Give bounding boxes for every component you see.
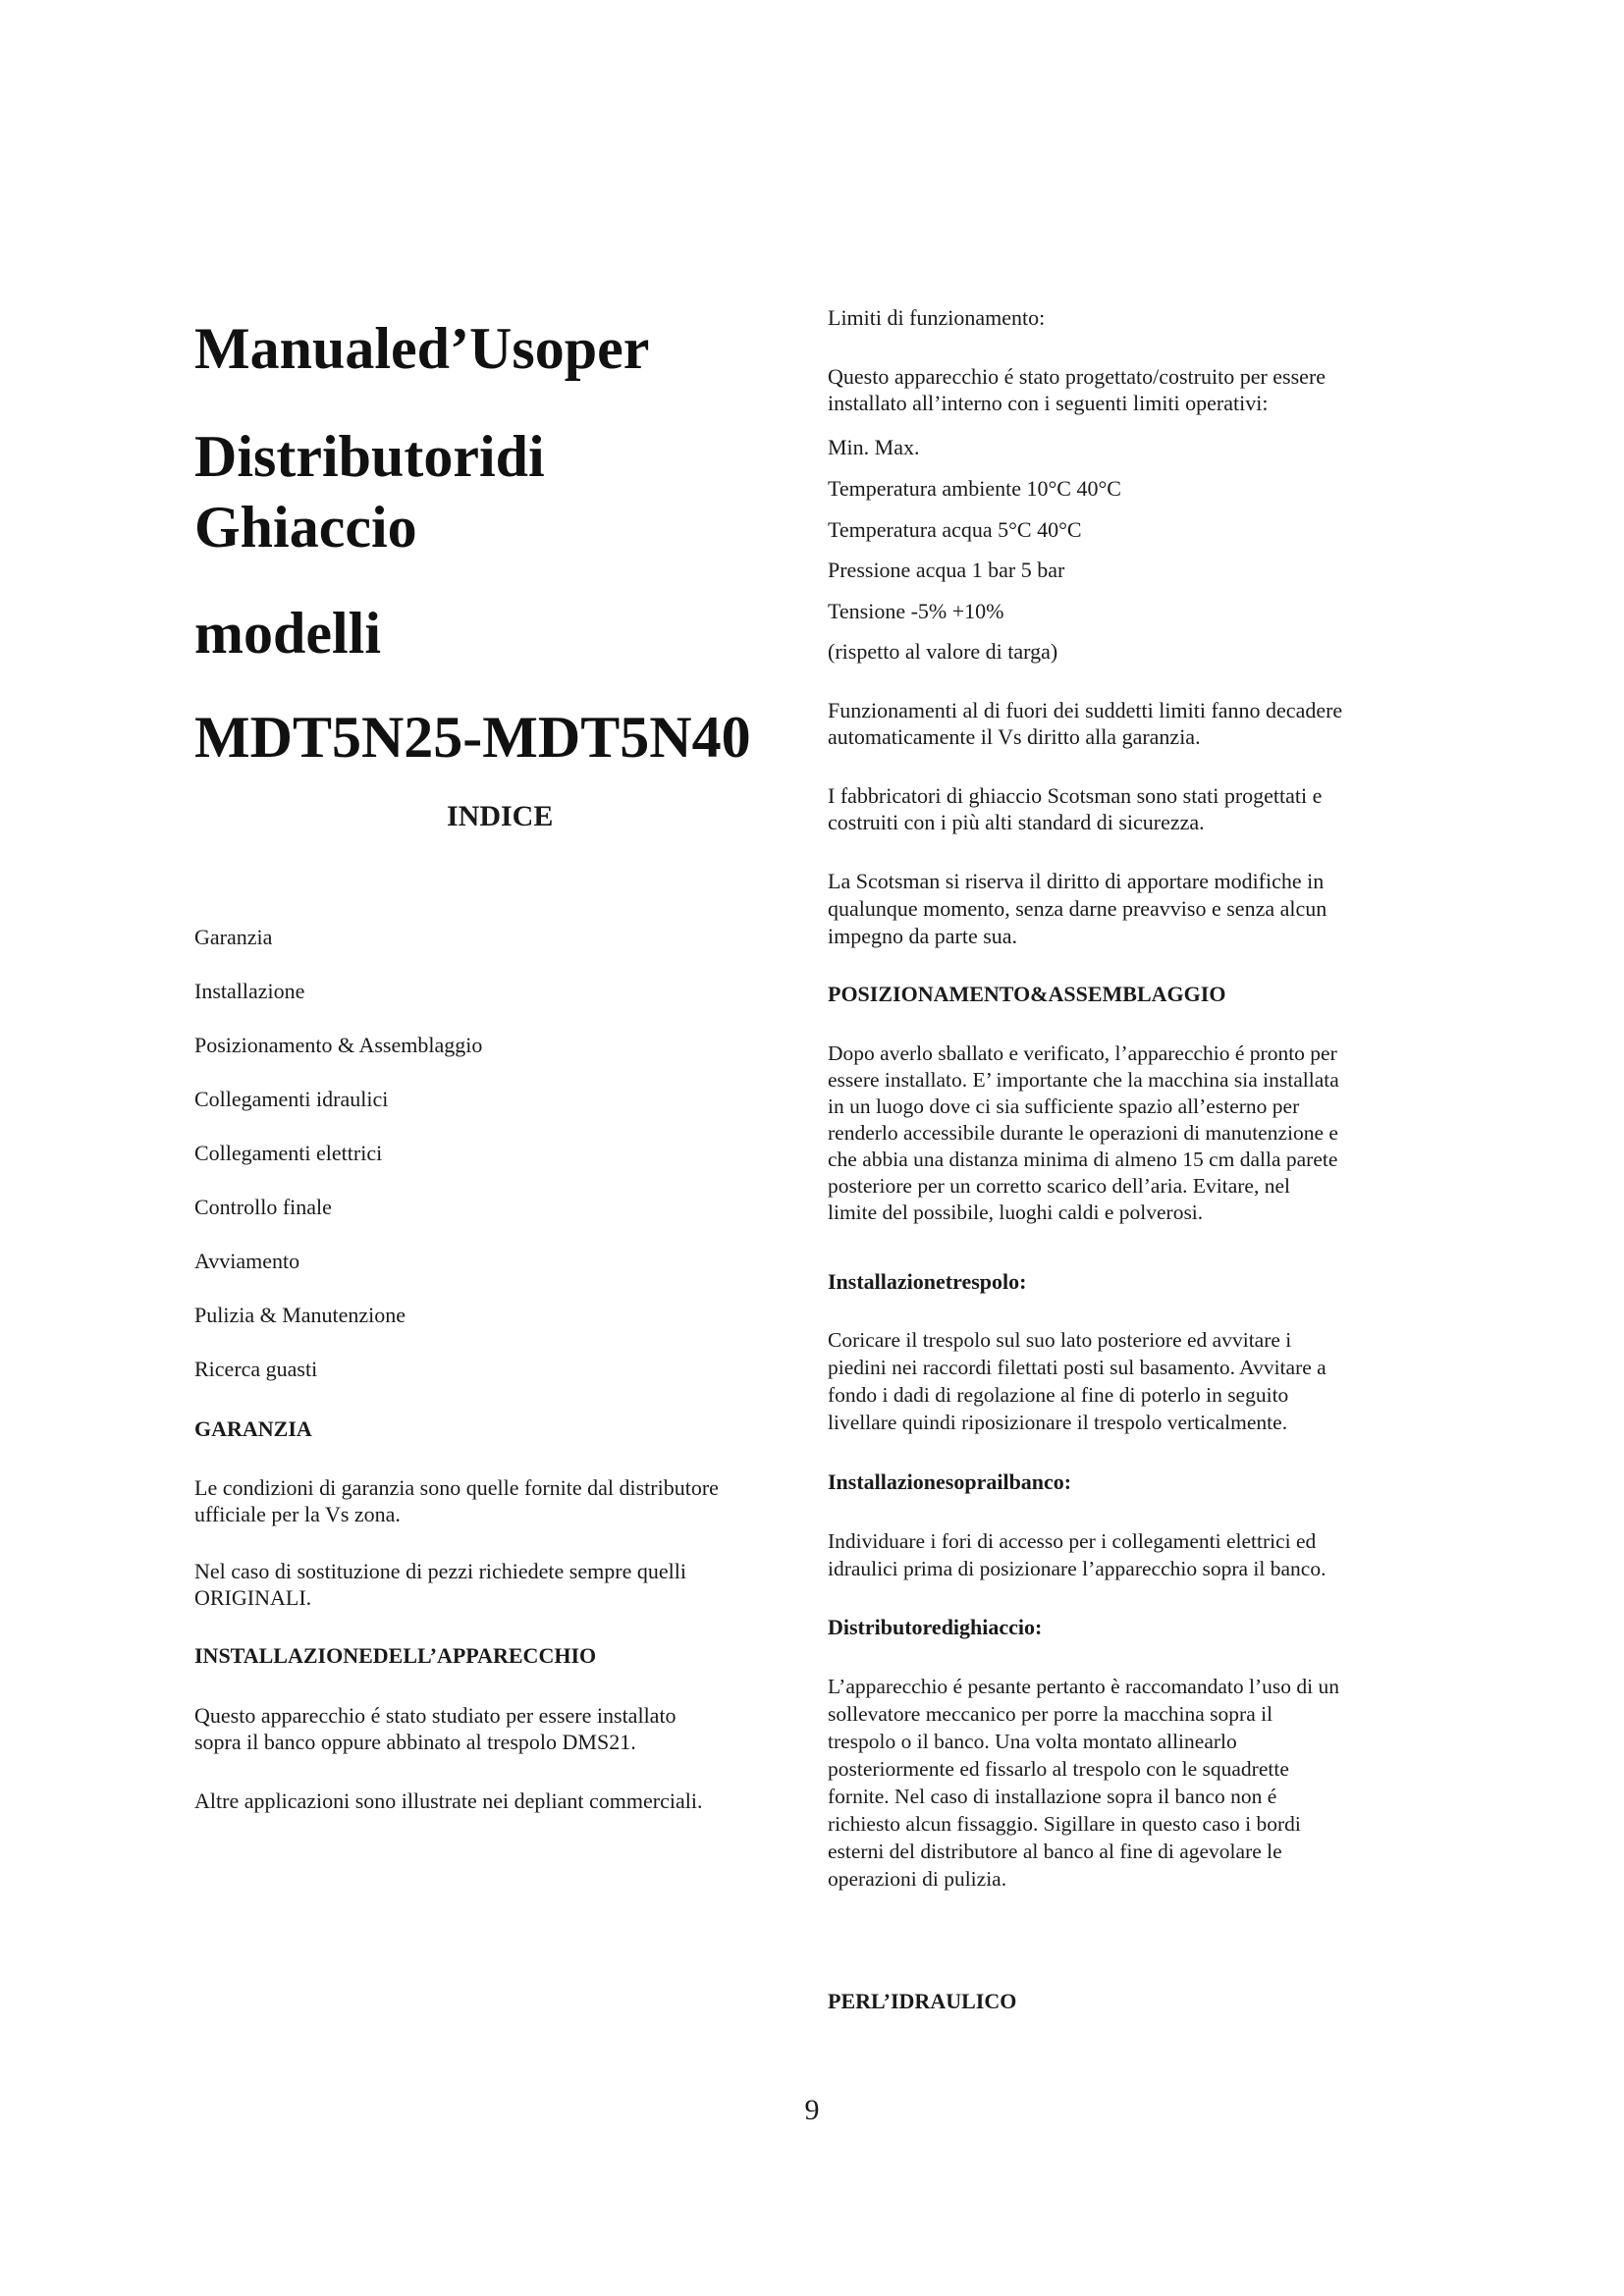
banco-text-line: idraulici prima di posizionare l’apparecchio sopra il banco. [828, 1557, 1326, 1580]
distributore-text-line: fornite. Nel caso di installazione sopra il banco non é [828, 1785, 1277, 1808]
trespolo-text-line: fondo i dadi di regolazione al fine di poterlo in seguito [828, 1383, 1289, 1407]
distributore-heading: Distributoredighiaccio: [828, 1615, 1043, 1639]
posizionamento-text-line: in un luogo dove ci sia sufficiente spazio all’esterno per [828, 1095, 1300, 1118]
distributore-text-line: sollevatore meccanico per porre la macchina sopra il [828, 1702, 1273, 1726]
toc-item: Garanzia [194, 925, 273, 949]
garanzia-heading: GARANZIA [194, 1416, 312, 1441]
scotsman-text-line: qualunque momento, senza darne preavviso e senza alcun [828, 896, 1327, 921]
limiti-temp-ambiente: Temperatura ambiente 10°C 40°C [828, 476, 1121, 501]
limiti-rispetto: (rispetto al valore di targa) [828, 639, 1058, 664]
manual-title-line-1: Manualed’Usoper [194, 316, 650, 381]
funzionamenti-text-line: Funzionamenti al di fuori dei suddetti limiti fanno decadere [828, 698, 1343, 722]
garanzia-text-line: ORIGINALI. [194, 1585, 312, 1610]
installazione-text-line: Altre applicazioni sono illustrate nei depliant commerciali. [194, 1789, 703, 1813]
limiti-text-line: installato all’interno con i seguenti limiti operativi: [828, 391, 1269, 415]
toc-item: Avviamento [194, 1249, 300, 1273]
posizionamento-text-line: limite del possibile, luoghi caldi e polverosi. [828, 1201, 1204, 1224]
manual-title-line-3: Ghiaccio [194, 495, 417, 560]
trespolo-text-line: Coricare il trespolo sul suo lato posteriore ed avvitare i [828, 1328, 1292, 1352]
fabbricatori-text-line: I fabbricatori di ghiaccio Scotsman sono stati progettati e [828, 783, 1323, 808]
posizionamento-text-line: posteriore per un corretto scarico dell’aria. Evitare, nel [828, 1174, 1290, 1198]
posizionamento-heading: POSIZIONAMENTO&ASSEMBLAGGIO [828, 982, 1226, 1006]
toc-item: Ricerca guasti [194, 1357, 318, 1381]
distributore-text-line: L’apparecchio é pesante pertanto è raccomandato l’uso di un [828, 1675, 1339, 1698]
banco-heading: Installazionesoprailbanco: [828, 1469, 1072, 1494]
toc-item: Installazione [194, 979, 305, 1003]
limiti-temp-acqua: Temperatura acqua 5°C 40°C [828, 517, 1082, 542]
toc-item: Controllo finale [194, 1195, 332, 1219]
idraulico-heading: PERL’IDRAULICO [828, 1989, 1017, 2013]
toc-item: Pulizia & Manutenzione [194, 1303, 406, 1327]
posizionamento-text-line: Dopo averlo sballato e verificato, l’apparecchio é pronto per [828, 1041, 1337, 1065]
scotsman-text-line: La Scotsman si riserva il diritto di apportare modifiche in [828, 869, 1325, 893]
posizionamento-text-line: essere installato. E’ importante che la macchina sia installata [828, 1068, 1339, 1092]
limiti-heading: Limiti di funzionamento: [828, 305, 1046, 330]
limiti-tensione: Tensione -5% +10% [828, 599, 1004, 623]
garanzia-text-line: ufficiale per la Vs zona. [194, 1502, 401, 1526]
distributore-text-line: posteriormente ed fissarlo al trespolo con le squadrette [828, 1757, 1289, 1781]
limiti-text-line: Questo apparecchio é stato progettato/costruito per essere [828, 364, 1326, 389]
toc-item: Collegamenti elettrici [194, 1141, 383, 1165]
trespolo-text-line: livellare quindi riposizionare il trespolo verticalmente. [828, 1411, 1288, 1434]
toc-item: Collegamenti idraulici [194, 1087, 389, 1111]
trespolo-text-line: piedini nei raccordi filettati posti sul basamento. Avvitare a [828, 1356, 1326, 1379]
indice-heading: INDICE [447, 800, 554, 832]
manual-title-line-2: Distributoridi [194, 424, 545, 489]
banco-text-line: Individuare i fori di accesso per i collegamenti elettrici ed [828, 1529, 1317, 1553]
installazione-text-line: Questo apparecchio é stato studiato per essere installato [194, 1703, 677, 1728]
funzionamenti-text-line: automaticamente il Vs diritto alla garanzia. [828, 724, 1201, 749]
distributore-text-line: richiesto alcun fissaggio. Sigillare in questo caso i bordi [828, 1812, 1301, 1836]
limiti-pressione: Pressione acqua 1 bar 5 bar [828, 558, 1065, 582]
limiti-minmax: Min. Max. [828, 435, 920, 459]
posizionamento-text-line: renderlo accessibile durante le operazioni di manutenzione e [828, 1121, 1338, 1145]
page-number: 9 [804, 2094, 820, 2126]
trespolo-heading: Installazionetrespolo: [828, 1269, 1027, 1294]
manual-title-line-5: MDT5N25-MDT5N40 [194, 705, 751, 770]
fabbricatori-text-line: costruiti con i più alti standard di sicurezza. [828, 810, 1205, 834]
posizionamento-text-line: che abbia una distanza minima di almeno 15 cm dalla parete [828, 1148, 1338, 1171]
distributore-text-line: operazioni di pulizia. [828, 1867, 1007, 1891]
distributore-text-line: esterni del distributore al banco al fine di agevolare le [828, 1840, 1282, 1863]
garanzia-text-line: Nel caso di sostituzione di pezzi richiedete sempre quelli [194, 1559, 686, 1583]
garanzia-text-line: Le condizioni di garanzia sono quelle fornite dal distributore [194, 1475, 719, 1500]
toc-item: Posizionamento & Assemblaggio [194, 1033, 483, 1057]
scotsman-text-line: impegno da parte sua. [828, 924, 1018, 948]
distributore-text-line: trespolo o il banco. Una volta montato allinearlo [828, 1730, 1237, 1753]
manual-title-line-4: modelli [194, 601, 381, 666]
installazione-text-line: sopra il banco oppure abbinato al trespolo DMS21. [194, 1730, 636, 1754]
installazione-heading: INSTALLAZIONEDELL’APPARECCHIO [194, 1643, 597, 1668]
